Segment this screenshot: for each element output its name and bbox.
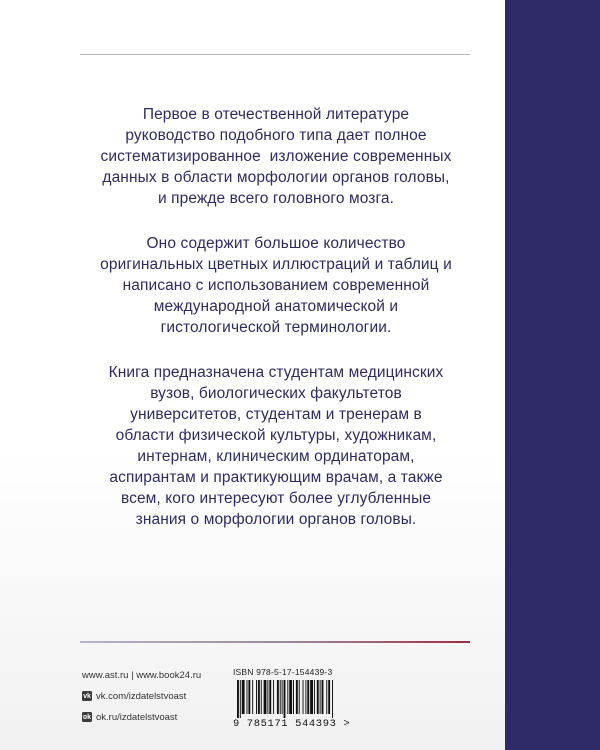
top-rule bbox=[80, 54, 470, 55]
barcode-digits: 9 785171 544393 > bbox=[233, 718, 351, 730]
barcode-bar bbox=[322, 680, 324, 714]
isbn-number: ISBN 978-5-17-154439-3 bbox=[233, 667, 333, 677]
barcode-bar bbox=[314, 680, 315, 714]
barcode-bar bbox=[267, 680, 268, 714]
barcode-bar bbox=[287, 680, 288, 714]
barcode-bar bbox=[299, 680, 300, 714]
line: знания о морфологии органов головы. bbox=[135, 511, 417, 528]
line: Книга предназначена студентам медицинских bbox=[108, 364, 444, 381]
barcode-bar bbox=[261, 680, 262, 714]
barcode-bar bbox=[317, 680, 319, 714]
annotation-text bbox=[80, 104, 472, 554]
barcode-bar bbox=[282, 680, 283, 714]
barcode-bar bbox=[293, 680, 294, 714]
line: данных в области морфологии органов головы, bbox=[102, 169, 450, 186]
ok-link[interactable] bbox=[82, 709, 201, 725]
barcode-bar bbox=[296, 680, 298, 714]
line: аспирантам и практикующим врачам, а также bbox=[109, 469, 443, 486]
barcode-bar bbox=[277, 680, 279, 714]
barcode-bar bbox=[310, 680, 313, 714]
line: Первое в отечественной литературе bbox=[142, 106, 410, 123]
bottom-rule bbox=[80, 641, 470, 643]
website-links[interactable] bbox=[82, 667, 201, 683]
barcode-bar bbox=[256, 680, 257, 714]
line: интернам, клиническим ординаторам, bbox=[137, 448, 415, 465]
vk-icon: vk bbox=[83, 692, 91, 700]
line: университетов, студентам и тренерам в bbox=[130, 406, 422, 423]
publisher-links bbox=[82, 667, 201, 730]
line: гистологической терминологии. bbox=[160, 319, 392, 336]
line: всем, кого интересуют более углубленные bbox=[120, 490, 432, 507]
paragraph-1 bbox=[80, 104, 472, 209]
line: оригинальных цветных иллюстраций и таблиц и bbox=[100, 256, 452, 273]
vk-link-text[interactable]: vk.com/izdatelstvoast bbox=[96, 690, 187, 702]
website-links-text[interactable]: www.ast.ru | www.book24.ru bbox=[82, 669, 202, 681]
barcode-bar bbox=[289, 680, 292, 714]
line: систематизированное изложение современных bbox=[100, 148, 452, 165]
line: области физической культуры, художникам, bbox=[115, 427, 437, 444]
barcode-bar bbox=[248, 680, 250, 714]
spine-color-bar bbox=[505, 0, 600, 750]
barcode-bar bbox=[240, 680, 241, 718]
paragraph-3 bbox=[80, 362, 472, 530]
line: написано с использованием современной bbox=[122, 277, 430, 294]
ok-link-text[interactable]: ok.ru/izdatelstvoast bbox=[96, 711, 178, 723]
ok-icon: ok bbox=[82, 713, 92, 721]
barcode-bar bbox=[326, 680, 327, 714]
barcode-bar bbox=[320, 680, 321, 714]
vk-link[interactable] bbox=[82, 688, 201, 704]
barcode-bar bbox=[269, 680, 271, 714]
barcode-bar bbox=[328, 680, 330, 714]
barcode-bar bbox=[247, 680, 248, 714]
barcode-bar bbox=[273, 680, 274, 714]
isbn-block bbox=[233, 667, 373, 730]
line: вузов, биологических факультетов bbox=[150, 385, 402, 402]
paragraph-2 bbox=[80, 233, 472, 338]
barcode-bar bbox=[305, 680, 306, 714]
barcode-bar bbox=[252, 680, 253, 714]
line: Оно содержит большое количество bbox=[146, 235, 406, 252]
barcode-bar bbox=[307, 680, 309, 714]
barcode-bar bbox=[242, 680, 245, 714]
barcode-bar bbox=[284, 680, 286, 718]
line: и прежде всего головного мозга. bbox=[157, 190, 395, 207]
barcode-bar bbox=[303, 680, 304, 714]
barcode-bar bbox=[258, 680, 260, 714]
line: руководство подобного типа дает полное bbox=[125, 127, 427, 144]
line: международной анатомической и bbox=[153, 298, 399, 315]
barcode-bar bbox=[280, 680, 281, 714]
barcode-bar bbox=[237, 680, 239, 718]
barcode bbox=[233, 680, 368, 718]
barcode-bar bbox=[264, 680, 267, 714]
barcode-bar bbox=[332, 680, 333, 718]
